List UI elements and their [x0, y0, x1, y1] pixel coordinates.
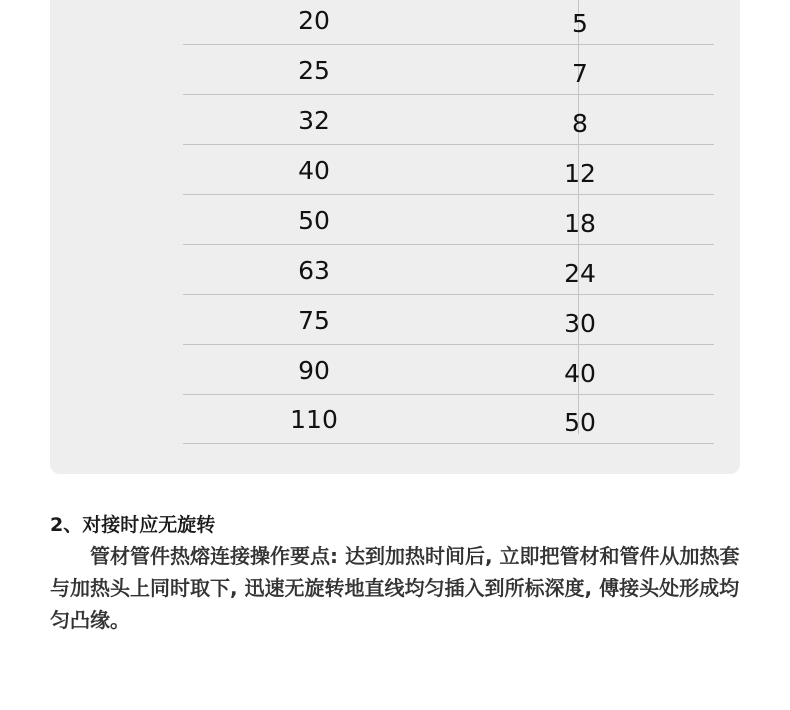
table-cell-value: 5: [572, 9, 588, 38]
spec-table-card: [50, 0, 740, 474]
table-cell-value: 7: [572, 59, 588, 88]
table-row: [183, 245, 714, 295]
table-cell-value: 18: [564, 209, 596, 238]
table-row: [183, 145, 714, 195]
table-row: [183, 345, 714, 395]
table-cell-value: 30: [564, 309, 596, 338]
table-cell-value: 8: [572, 109, 588, 138]
table-row: [183, 394, 714, 444]
table-row: [183, 195, 714, 245]
table-cell-value: 24: [564, 259, 596, 288]
section-paragraph: 管材管件热熔连接操作要点: 达到加热时间后, 立即把管材和管件从加热套与加热头上同时取下, 迅速无旋转地直线均匀插入到所标深度, 傅接头处形成均匀凸缘。: [50, 544, 740, 632]
table-cell-diameter: 25: [298, 56, 330, 85]
table-row: [183, 45, 714, 95]
table-row: [183, 295, 714, 345]
table-cell-value: 12: [564, 159, 596, 188]
table-cell-value: 40: [564, 359, 596, 388]
table-cell-diameter: 90: [298, 356, 330, 385]
table-cell-diameter: 32: [298, 106, 330, 135]
table-cell-diameter: 50: [298, 206, 330, 235]
section-heading: 2、对接时应无旋转: [50, 514, 216, 536]
table-row: [183, 95, 714, 145]
table-row: [183, 0, 714, 45]
table-cell-value: 50: [564, 408, 596, 437]
table-cell-diameter: 63: [298, 256, 330, 285]
table-cell-diameter: 75: [298, 306, 330, 335]
table-cell-diameter: 110: [290, 405, 338, 434]
table-cell-diameter: 20: [298, 6, 330, 35]
table-cell-diameter: 40: [298, 156, 330, 185]
